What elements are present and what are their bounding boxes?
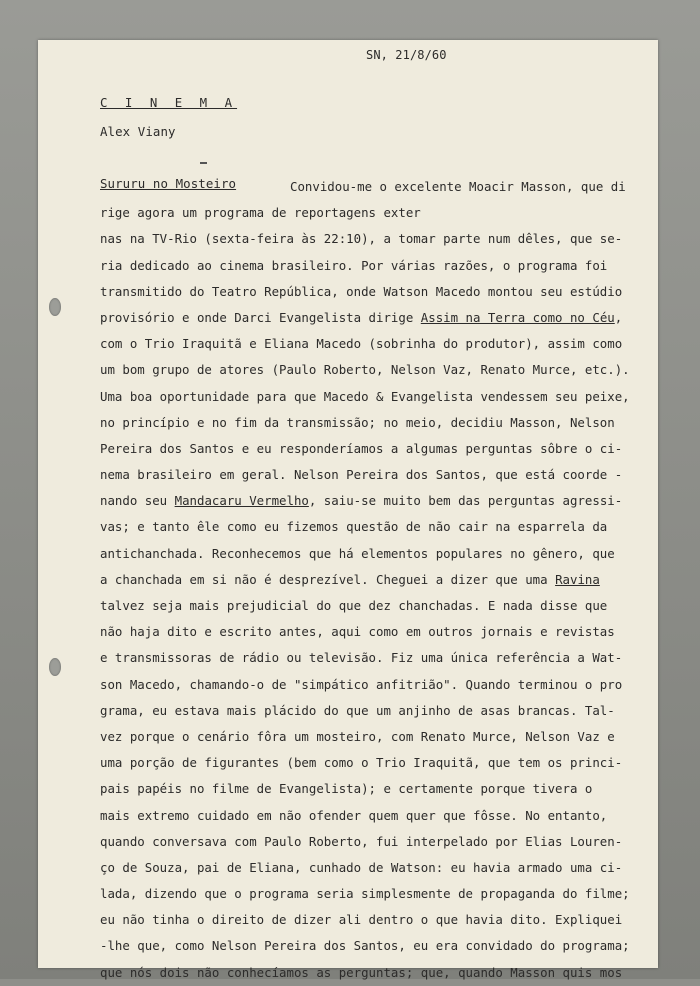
- text-line: [100, 907, 640, 933]
- text-line: [100, 331, 640, 357]
- text-segment: vez porque o cenário fôra um mosteiro, com Renato Murce, Nelson Vaz e: [100, 728, 615, 744]
- author-name: Alex Viany: [100, 124, 176, 139]
- text-segment: um bom grupo de atores (Paulo Roberto, Nelson Vaz, Renato Murce, etc.).: [100, 362, 630, 378]
- text-line: [100, 305, 640, 331]
- text-line: [100, 829, 640, 855]
- text-segment: -lhe que, como Nelson Pereira dos Santos, eu era convidado do programa;: [100, 938, 630, 954]
- text-segment: grama, eu estava mais plácido do que um anjinho de asas brancas. Tal-: [100, 702, 615, 718]
- text-segment: talvez seja mais prejudicial do que dez chanchadas. E nada disse que: [100, 598, 608, 613]
- text-line: [100, 279, 640, 305]
- text-line: [100, 933, 640, 959]
- punch-hole-bottom: [49, 658, 61, 676]
- text-segment: a chanchada em si não é desprezível. Cheguei a dizer que uma: [100, 571, 556, 587]
- text-line: [100, 436, 640, 462]
- text-line: [100, 672, 640, 698]
- text-line: [100, 645, 640, 671]
- underlined-title: Assim na Terra como no Céu: [420, 309, 615, 325]
- text-line: [100, 803, 640, 829]
- page-heading: C I N E M A: [100, 95, 238, 110]
- text-line: [100, 384, 640, 410]
- text-segment: eu não tinha o direito de dizer ali dentro o que havia dito. Expliquei: [100, 912, 623, 928]
- text-segment: son Macedo, chamando-o de "simpático anfitrião". Quando terminou o pro: [100, 676, 623, 692]
- article-body: [100, 174, 640, 986]
- dateline: SN, 21/8/60: [366, 48, 447, 62]
- underlined-title: Ravina: [555, 571, 600, 587]
- typewritten-page: [38, 40, 658, 980]
- text-line: [100, 567, 640, 593]
- text-segment: Convidou-me o excelente Moacir Masson, que di: [290, 179, 626, 194]
- text-line: [100, 881, 640, 907]
- text-segment: que nós dois não conhecíamos as perguntas; que, quando Masson quis mos: [100, 964, 623, 980]
- text-line: [100, 698, 640, 724]
- text-line: [100, 776, 640, 802]
- text-segment: uma porção de figurantes (bem como o Trio Iraquitã, que tem os princi-: [100, 755, 623, 771]
- text-line: [100, 357, 640, 383]
- text-segment: nema brasileiro em geral. Nelson Pereira dos Santos, que está coorde -: [100, 467, 623, 483]
- text-line: [100, 488, 640, 514]
- text-segment: vas; e tanto êle como eu fizemos questão de não cair na esparrela da: [100, 519, 608, 535]
- text-segment: Uma boa oportunidade para que Macedo & Evangelista vendessem seu peixe,: [100, 388, 630, 404]
- text-segment: lada, dizendo que o programa seria simplesmente de propaganda do filme;: [100, 886, 630, 902]
- text-segment: ço de Souza, pai de Eliana, cunhado de Watson: eu havia armado uma ci-: [100, 859, 623, 875]
- text-line: [100, 724, 640, 750]
- text-segment: com o Trio Iraquitã e Eliana Macedo (sobrinha do produtor), assim como: [100, 336, 623, 352]
- punch-hole-top: [49, 298, 61, 316]
- underlined-title: Mandacaru Vermelho: [174, 493, 309, 509]
- text-segment: nas na TV-Rio (sexta-feira às 22:10), a tomar parte num dêles, que se-: [100, 231, 623, 247]
- text-segment: ,: [614, 309, 623, 325]
- text-segment: não haja dito e escrito antes, aqui como em outros jornais e revistas: [100, 624, 615, 640]
- text-line: [100, 619, 640, 645]
- text-segment: rige agora um programa de reportagens exter: [100, 205, 421, 221]
- text-segment: ria dedicado ao cinema brasileiro. Por várias razões, o programa foi: [100, 257, 608, 273]
- text-segment: antichanchada. Reconhecemos que há elementos populares no gênero, que: [100, 545, 615, 561]
- pencil-mark: [200, 162, 207, 164]
- text-line: [100, 593, 640, 619]
- text-segment: Pereira dos Santos e eu responderíamos a algumas perguntas sôbre o ci-: [100, 440, 623, 456]
- text-line: [100, 462, 640, 488]
- article-subtitle: Sururu no Mosteiro: [100, 176, 237, 191]
- text-segment: transmitido do Teatro República, onde Watson Macedo montou seu estúdio: [100, 283, 623, 299]
- text-line: [100, 174, 640, 200]
- text-segment: , saiu-se muito bem das perguntas agressi-: [308, 493, 623, 509]
- text-segment: provisório e onde Darci Evangelista dirige: [100, 309, 421, 325]
- text-line: [100, 410, 640, 436]
- text-segment: e transmissoras de rádio ou televisão. Fiz uma única referência a Wat-: [100, 650, 623, 666]
- text-line: [100, 200, 640, 226]
- text-segment: mais extremo cuidado em não ofender quem quer que fôsse. No entanto,: [100, 807, 608, 823]
- text-line: [100, 855, 640, 881]
- text-line: [100, 541, 640, 567]
- text-line: [100, 253, 640, 279]
- text-segment: quando conversava com Paulo Roberto, fui interpelado por Elias Louren-: [100, 833, 623, 849]
- text-line: [100, 514, 640, 540]
- text-segment: no princípio e no fim da transmissão; no meio, decidiu Masson, Nelson: [100, 414, 615, 430]
- text-line: [100, 960, 640, 986]
- text-line: [100, 750, 640, 776]
- text-line: [100, 226, 640, 252]
- text-segment: pais papéis no filme de Evangelista); e certamente porque tivera o: [100, 781, 593, 797]
- text-segment: nando seu: [100, 493, 175, 509]
